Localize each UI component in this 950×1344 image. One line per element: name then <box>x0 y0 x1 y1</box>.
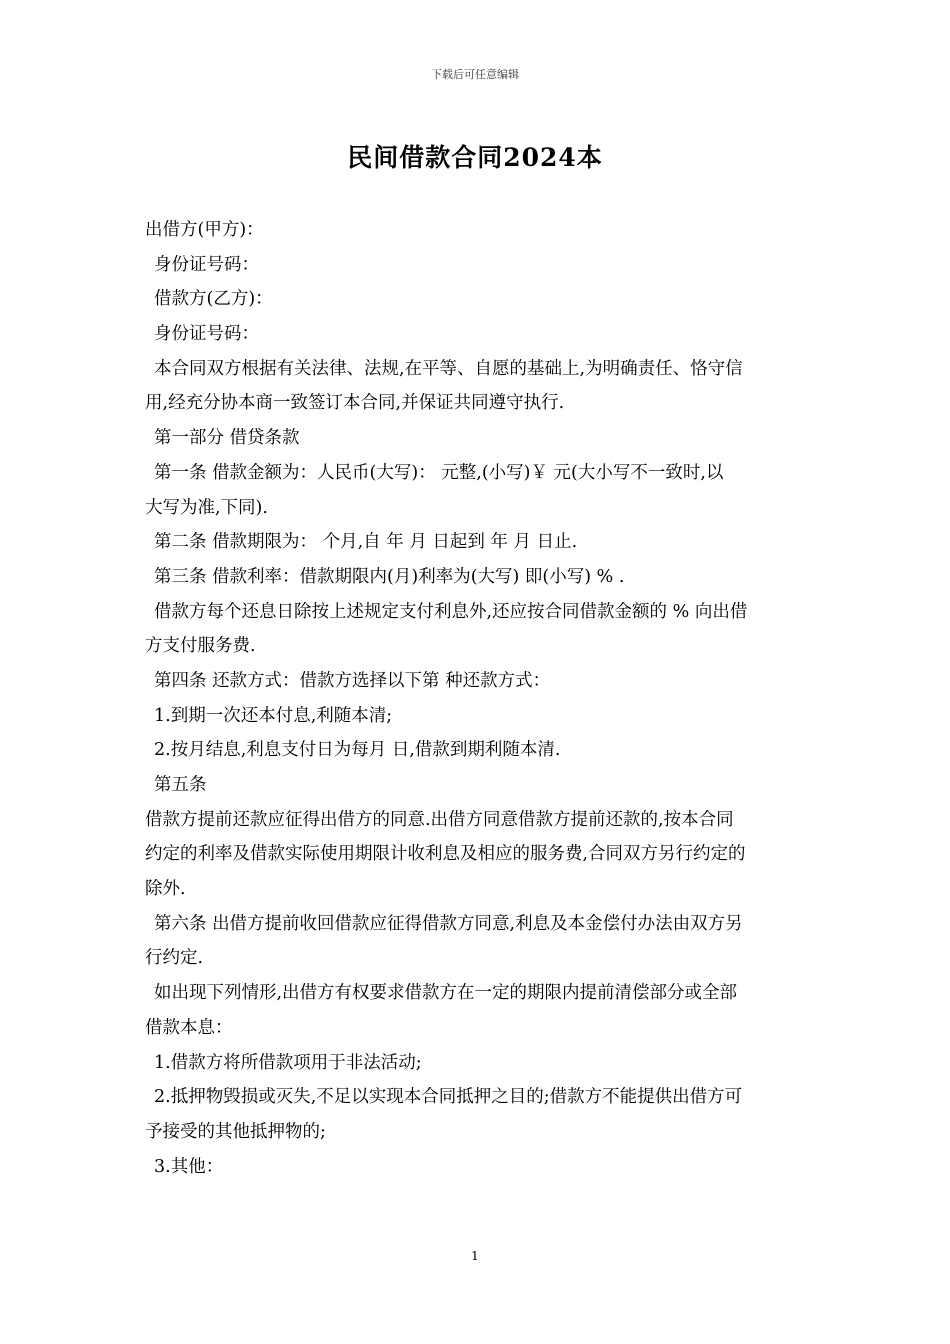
document-title: 民间借款合同2024本 <box>347 143 603 172</box>
body-line: 1.到期一次还本付息,利随本清; <box>154 705 393 726</box>
body-line: 第四条 还款方式：借款方选择以下第 种还款方式： <box>154 670 551 691</box>
body-line: 1.借款方将所借款项用于非法活动; <box>154 1052 422 1073</box>
body-line: 借款本息： <box>145 1017 233 1038</box>
body-line: 借款方每个还息日除按上述规定支付利息外,还应按合同借款金额的 % 向出借 <box>154 601 748 622</box>
body-line: 约定的利率及借款实际使用期限计收利息及相应的服务费,合同双方另行约定的 <box>145 844 746 865</box>
body-line: 大写为准,下同). <box>145 497 268 518</box>
page-number: 1 <box>471 1249 479 1263</box>
body-line: 出借方(甲方)： <box>145 220 264 240</box>
body-line: 第一部分 借贷条款 <box>154 428 300 449</box>
body-line: 予接受的其他抵押物的; <box>145 1121 326 1142</box>
body-line: 身份证号码： <box>154 254 259 275</box>
body-line: 2.抵押物毁损或灭失,不足以实现本合同抵押之目的;借款方不能提供出借方可 <box>154 1087 743 1108</box>
body-line: 第五条 <box>154 775 207 795</box>
body-line: 行约定. <box>145 948 204 969</box>
body-line: 方支付服务费. <box>145 636 256 657</box>
body-line: 第六条 出借方提前收回借款应征得借款方同意,利息及本金偿付办法由双方另 <box>154 913 743 934</box>
body-line: 除外. <box>145 879 186 900</box>
body-line: 如出现下列情形,出借方有权要求借款方在一定的期限内提前清偿部分或全部 <box>154 983 738 1004</box>
body-line: 第二条 借款期限为： 个月,自 年 月 日起到 年 月 日止. <box>154 532 578 553</box>
body-line: 第一条 借款金额为：人民币(大写)： 元整,(小写)￥ 元(大小写不一致时,以 <box>154 462 724 483</box>
body-line: 3.其他： <box>154 1156 224 1177</box>
body-line: 2.按月结息,利息支付日为每月 日,借款到期利随本清. <box>154 740 561 761</box>
body-line: 第三条 借款利率：借款期限内(月)利率为(大写) 即(小写) % . <box>154 566 625 587</box>
body-line: 身份证号码： <box>154 324 259 345</box>
body-line: 用,经充分协本商一致签订本合同,并保证共同遵守执行. <box>145 393 565 414</box>
body-line: 借款方提前还款应征得出借方的同意.出借方同意借款方提前还款的,按本合同 <box>145 809 734 830</box>
document-body <box>145 213 810 1184</box>
header-note: 下载后可任意编辑 <box>431 68 519 81</box>
body-line: 本合同双方根据有关法律、法规,在平等、自愿的基础上,为明确责任、恪守信 <box>154 358 743 379</box>
body-line: 借款方(乙方)： <box>154 289 273 310</box>
